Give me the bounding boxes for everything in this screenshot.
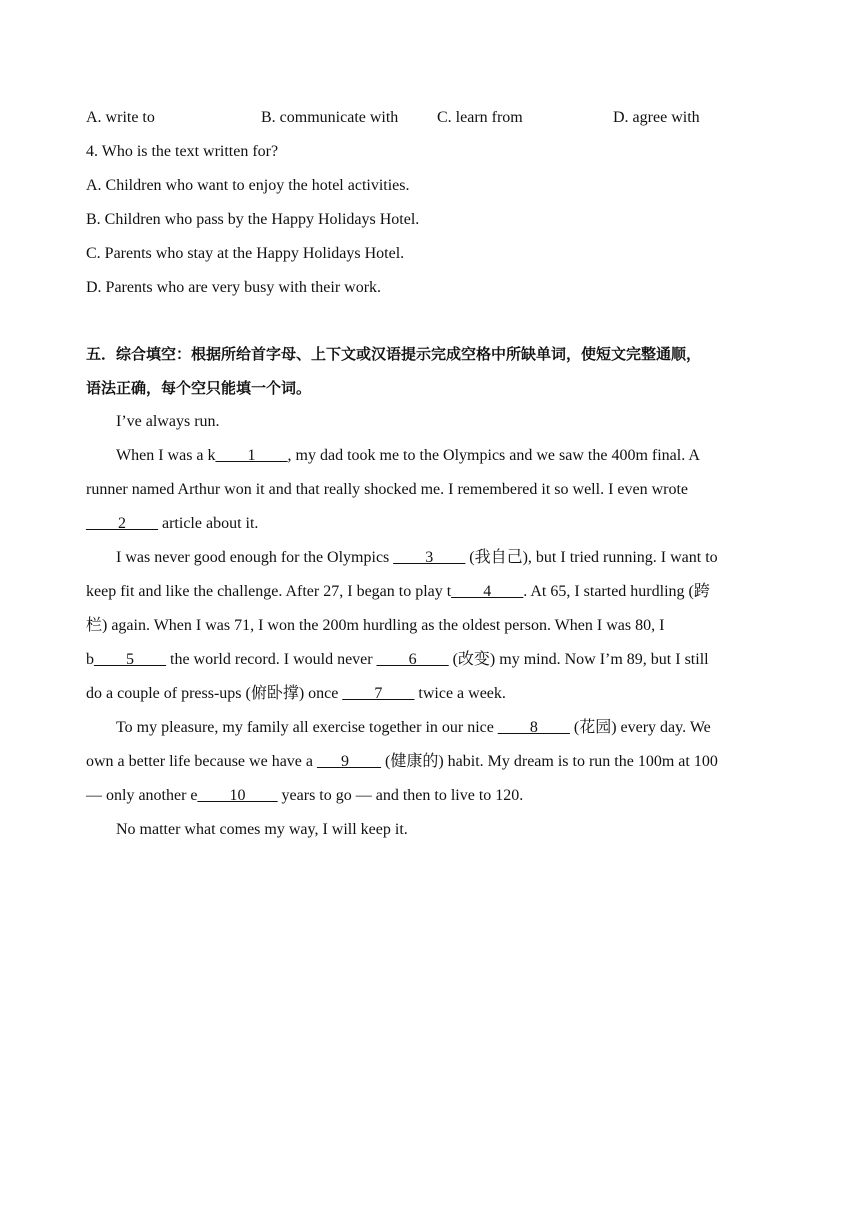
blank-8: ____8____ xyxy=(497,719,570,736)
text: years to go — and then to live to 120. xyxy=(277,787,524,804)
blank-6: ____6____ xyxy=(376,651,449,668)
q3-options-row xyxy=(86,108,786,128)
blank-10: ____10____ xyxy=(197,787,278,804)
text: (我自己), but I tried running. I want to xyxy=(465,549,718,566)
passage-line-9 xyxy=(86,684,506,704)
blank-9: ___9____ xyxy=(317,753,381,770)
q3-option-d: D. agree with xyxy=(613,109,700,126)
section-title-line2: 语法正确，每个空只能填一个词。 xyxy=(86,379,312,397)
text: (改变) my mind. Now I’m 89, but I still xyxy=(448,651,709,668)
passage-line-6 xyxy=(86,582,710,602)
text: twice a week. xyxy=(414,685,506,702)
text: (健康的) habit. My dream is to run the 100m at 100 xyxy=(381,753,718,770)
q4-stem: 4. Who is the text written for? xyxy=(86,143,279,160)
blank-4: ____4____ xyxy=(451,583,524,600)
passage-last-para: No matter what comes my way, I will keep it. xyxy=(116,821,408,838)
passage-line-8 xyxy=(86,650,709,670)
q4-option-b: B. Children who pass by the Happy Holidays Hotel. xyxy=(86,211,420,228)
passage-para-1: I’ve always run. xyxy=(116,413,220,430)
blank-3: ____3____ xyxy=(393,549,466,566)
q3-option-c: C. learn from xyxy=(437,109,523,126)
section-title-line1: 五．综合填空：根据所给首字母、上下文或汉语提示完成空格中所缺单词，使短文完整通顺， xyxy=(86,345,702,363)
text: I was never good enough for the Olympics xyxy=(116,549,394,566)
text: b xyxy=(86,651,94,668)
passage-line-4 xyxy=(86,514,258,534)
text: When I was a k xyxy=(116,447,216,464)
q4-option-a: A. Children who want to enjoy the hotel activities. xyxy=(86,177,410,194)
passage-line-7: 栏) again. When I was 71, I won the 200m hurdling as the oldest person. When I was 80, I xyxy=(86,617,665,634)
blank-5: ____5____ xyxy=(94,651,166,668)
text: do a couple of press-ups (俯卧撑) once xyxy=(86,685,343,702)
passage-line-12 xyxy=(86,786,523,806)
q4-option-d: D. Parents who are very busy with their work. xyxy=(86,279,382,296)
passage-line-5 xyxy=(116,548,718,568)
q3-option-a: A. write to xyxy=(86,109,155,126)
passage-line-2 xyxy=(116,446,700,466)
text: (花园) every day. We xyxy=(569,719,711,736)
text: . At 65, I started hurdling (跨 xyxy=(523,583,710,600)
text: — only another e xyxy=(86,787,198,804)
blank-1: ____1____ xyxy=(215,447,288,464)
text: , my dad took me to the Olympics and we saw the 400m final. A xyxy=(287,447,700,464)
text: article about it. xyxy=(158,515,259,532)
blank-2: ____2____ xyxy=(86,515,158,532)
text: keep fit and like the challenge. After 27, I began to play t xyxy=(86,583,452,600)
blank-7: ____7____ xyxy=(342,685,415,702)
passage-line-3: runner named Arthur won it and that really shocked me. I remembered it so well. I even wrote xyxy=(86,481,689,498)
text: To my pleasure, my family all exercise together in our nice xyxy=(116,719,498,736)
passage-line-11 xyxy=(86,752,718,772)
text: own a better life because we have a xyxy=(86,753,317,770)
passage-line-10 xyxy=(116,718,711,738)
q3-option-b: B. communicate with xyxy=(261,109,399,126)
q4-option-c: C. Parents who stay at the Happy Holidays Hotel. xyxy=(86,245,405,262)
text: the world record. I would never xyxy=(166,651,377,668)
